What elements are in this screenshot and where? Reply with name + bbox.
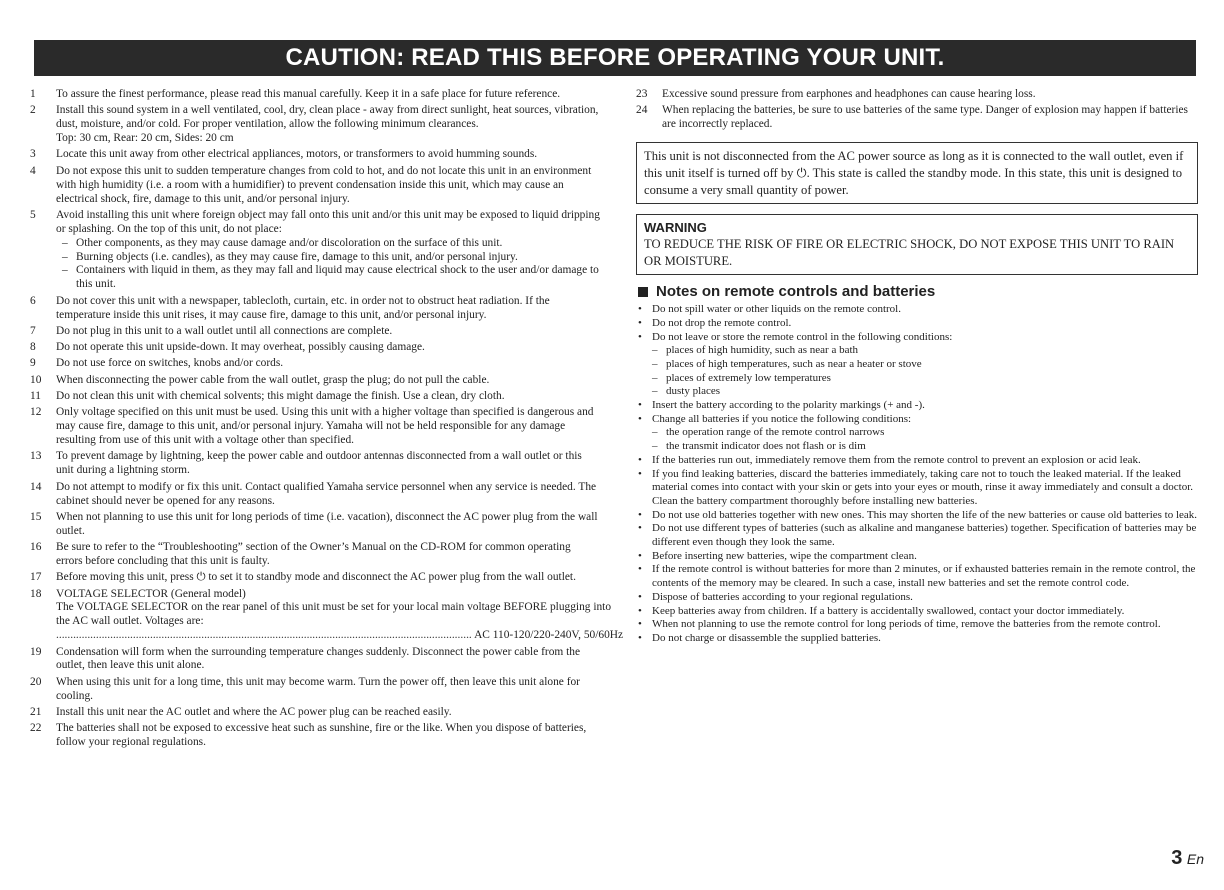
item-body	[56, 722, 600, 750]
bullet-text: When not planning to use the remote control for long periods of time, remove the batteries from the remote control.	[652, 618, 1161, 631]
item-number: 10	[30, 373, 42, 386]
item-body	[56, 646, 600, 674]
item-number: 12	[30, 406, 42, 419]
item-number: 24	[636, 104, 648, 117]
notes-list	[636, 303, 1198, 646]
page-number	[1171, 847, 1204, 870]
bullet-body	[652, 399, 1198, 413]
dash-bullet: –	[652, 371, 658, 384]
bullet-sub-text: the transmit indicator does not flash or is dim	[666, 440, 866, 453]
numbered-item	[30, 676, 600, 704]
item-text: Do not attempt to modify or fix this unit. Contact qualified Yamaha service personnel when any service is needed. The cabinet should never be opened for any reasons.	[56, 480, 597, 507]
item-number: 19	[30, 645, 42, 658]
item-body	[56, 295, 600, 323]
numbered-item	[636, 88, 1198, 102]
bullet-text: Insert the battery according to the polarity markings (+ and -).	[652, 399, 925, 412]
sub-item-text: Burning objects (i.e. candles), as they may cause fire, damage to this unit, and/or personal injury.	[76, 250, 518, 263]
bullet-body	[652, 550, 1198, 564]
item-extra-text: The VOLTAGE SELECTOR on the rear panel of this unit must be set for your local main voltage BEFORE plugging into the AC wall outlet. Voltages are:	[56, 601, 612, 628]
notes-bullet-item	[636, 468, 1198, 509]
warning-box	[636, 214, 1198, 275]
bullet-body	[652, 509, 1198, 523]
item-body	[56, 104, 600, 146]
left-column	[30, 88, 624, 752]
item-number: 2	[30, 104, 36, 117]
item-body	[56, 571, 600, 585]
numbered-item	[30, 541, 600, 569]
item-body	[56, 374, 600, 388]
bullet-sub-item	[652, 426, 1198, 440]
caution-title: CAUTION: READ THIS BEFORE OPERATING YOUR UNIT.	[285, 44, 945, 71]
numbered-item	[636, 104, 1198, 132]
item-number: 3	[30, 148, 36, 161]
numbered-item	[30, 406, 600, 448]
bullet-body	[652, 522, 1198, 549]
bullet-body	[652, 413, 1198, 454]
bullet-dot-icon: •	[638, 604, 642, 617]
item-text: Install this unit near the AC outlet and where the AC power plug can be reached easily.	[56, 705, 452, 718]
bullet-dot-icon: •	[638, 508, 642, 521]
dash-bullet: –	[652, 426, 658, 439]
item-number: 20	[30, 675, 42, 688]
bullet-dot-icon: •	[638, 618, 642, 631]
bullet-sub-text: places of extremely low temperatures	[666, 371, 831, 384]
square-bullet-icon	[638, 287, 648, 297]
item-number: 15	[30, 510, 42, 523]
bullet-body	[652, 317, 1198, 331]
notes-bullet-item	[636, 618, 1198, 632]
bullet-sub-text: places of high temperatures, such as near a heater or stove	[666, 357, 922, 370]
item-number: 7	[30, 324, 36, 337]
item-body	[56, 676, 600, 704]
bullet-text: Do not charge or disassemble the supplied batteries.	[652, 631, 881, 644]
numbered-item	[30, 481, 600, 509]
item-body	[56, 325, 600, 339]
item-body	[56, 88, 600, 102]
item-text: Do not operate this unit upside-down. It may overheat, possibly causing damage.	[56, 341, 425, 354]
item-number: 16	[30, 541, 42, 554]
dash-bullet: –	[652, 357, 658, 370]
item-body	[56, 357, 600, 371]
item-number: 18	[30, 587, 42, 600]
bullet-dot-icon: •	[638, 399, 642, 412]
bullet-body	[652, 632, 1198, 646]
sub-item-text: Other components, as they may cause damage and/or discoloration on the surface of this unit.	[76, 236, 503, 249]
bullet-dot-icon: •	[638, 563, 642, 576]
item-text: Do not expose this unit to sudden temperature changes from cold to hot, and do not locate this unit in an environment with high humidity (i.e. a room with a humidifier) to prevent condensation inside this unit, which may cause an electrical shock, fire, damage to this unit, and/or personal injury.	[56, 164, 592, 205]
item-number: 6	[30, 294, 36, 307]
item-body	[56, 450, 600, 478]
item-text: Before moving this unit, press ⏻ to set it to standby mode and disconnect the AC power plug from the wall outlet.	[56, 571, 576, 584]
bullet-text: Do not drop the remote control.	[652, 316, 792, 329]
item-text: Do not clean this unit with chemical solvents; this might damage the finish. Use a clean, dry cloth.	[56, 390, 505, 403]
numbered-item	[30, 165, 600, 207]
item-text: Only voltage specified on this unit must be used. Using this unit with a higher voltage than specified is dangerous and may cause fire, damage to this unit, and/or personal injury. Yamaha will not be held responsible for any damage resulting from use of this unit with a voltage other than specified.	[56, 406, 594, 447]
numbered-item	[30, 722, 600, 750]
item-number: 1	[30, 88, 36, 100]
item-extra-text: Top: 30 cm, Rear: 20 cm, Sides: 20 cm	[56, 132, 234, 145]
numbered-item	[30, 450, 600, 478]
item-number: 13	[30, 450, 42, 463]
warning-title: WARNING	[644, 220, 707, 236]
bullet-sub-text: places of high humidity, such as near a bath	[666, 344, 859, 357]
bullet-text: Do not leave or store the remote control in the following conditions:	[652, 330, 953, 343]
numbered-item	[30, 295, 600, 323]
bullet-dot-icon: •	[638, 412, 642, 425]
sub-item-text: Containers with liquid in them, as they may fall and liquid may cause electrical shock to the user and/or damage to this unit.	[76, 264, 599, 291]
dash-bullet: –	[652, 385, 658, 398]
bullet-text: Do not use old batteries together with new ones. This may shorten the life of the new batteries or cause old batteries to leak.	[652, 508, 1198, 521]
item-body	[56, 481, 600, 509]
item-number: 17	[30, 571, 42, 584]
item-body	[56, 209, 600, 292]
item-number: 11	[30, 390, 41, 403]
notes-bullet-item	[636, 331, 1198, 400]
item-text: Locate this unit away from other electrical appliances, motors, or transformers to avoid humming sounds.	[56, 148, 538, 161]
numbered-item	[30, 511, 600, 539]
item-body	[56, 148, 600, 162]
bullet-body	[652, 591, 1198, 605]
item-body	[56, 165, 600, 207]
notes-bullet-item	[636, 399, 1198, 413]
item-body	[56, 406, 600, 448]
dash-bullet: –	[62, 264, 68, 277]
bullet-text: Do not use different types of batteries (such as alkaline and manganese batteries) together. Specification of batteries may be different even though they look the same.	[652, 522, 1197, 549]
item-text: When replacing the batteries, be sure to use batteries of the same type. Danger of explosion may happen if batteries are incorrectly replaced.	[662, 104, 1188, 131]
numbered-item	[30, 357, 600, 371]
bullet-sub-item	[652, 440, 1198, 454]
numbered-item	[30, 209, 600, 292]
numbered-item	[30, 88, 600, 102]
dash-bullet: –	[62, 236, 68, 249]
item-text: When disconnecting the power cable from the wall outlet, grasp the plug; do not pull the cable.	[56, 373, 490, 386]
item-text: Install this sound system in a well ventilated, cool, dry, clean place - away from direct sunlight, heat sources, vibration, dust, moisture, and/or cold. For proper ventilation, allow the following minimum clearances.	[56, 104, 599, 131]
bullet-text: Keep batteries away from children. If a battery is accidentally swallowed, contact your doctor immediately.	[652, 604, 1125, 617]
item-number: 22	[30, 722, 42, 735]
bullet-dot-icon: •	[638, 453, 642, 466]
page-number-value: 3	[1171, 847, 1183, 869]
bullet-text: Before inserting new batteries, wipe the compartment clean.	[652, 549, 917, 562]
bullet-sub-item	[652, 372, 1198, 386]
item-text: Do not plug in this unit to a wall outlet until all connections are complete.	[56, 324, 393, 337]
sub-item	[56, 264, 600, 292]
caution-banner	[34, 40, 1196, 76]
item-text: When not planning to use this unit for long periods of time (i.e. vacation), disconnect the AC power plug from the wall outlet.	[56, 510, 598, 537]
bullet-body	[652, 605, 1198, 619]
notes-bullet-item	[636, 550, 1198, 564]
right-column	[636, 88, 1198, 646]
standby-notice-box	[636, 142, 1198, 204]
bullet-text: Change all batteries if you notice the following conditions:	[652, 412, 912, 425]
item-number: 8	[30, 341, 36, 354]
bullet-sub-item	[652, 385, 1198, 399]
bullet-dot-icon: •	[638, 549, 642, 562]
item-text: The batteries shall not be exposed to excessive heat such as sunshine, fire or the like. When you dispose of batteries, follow your regional regulations.	[56, 722, 587, 749]
dash-bullet: –	[652, 344, 658, 357]
voltage-line	[56, 629, 623, 643]
standby-notice-text: This unit is not disconnected from the AC power source as long as it is connected to the wall outlet, even if this unit itself is turned off by ⏻. This state is called the standby mode. In this state, this unit is designed to consume a very small quantity of power.	[644, 149, 1184, 198]
notes-bullet-item	[636, 509, 1198, 523]
bullet-text: If the batteries run out, immediately remove them from the remote control to prevent an explosion or acid leak.	[652, 453, 1141, 466]
bullet-body	[652, 563, 1198, 590]
bullet-body	[652, 618, 1198, 632]
bullet-dot-icon: •	[638, 467, 642, 480]
item-text: Do not cover this unit with a newspaper, tablecloth, curtain, etc. in order not to obstruct heat radiation. If the temperature inside this unit rises, it may cause fire, damage to this unit, and/or personal injury.	[56, 294, 550, 321]
bullet-sub-item	[652, 358, 1198, 372]
item-text: Condensation will form when the surrounding temperature changes suddenly. Disconnect the power cable from the outlet, then leave this unit alone.	[56, 645, 581, 672]
right-item-list	[636, 88, 1198, 132]
warning-text: TO REDUCE THE RISK OF FIRE OR ELECTRIC SHOCK, DO NOT EXPOSE THIS UNIT TO RAIN OR MOISTURE.	[644, 237, 1175, 269]
bullet-text: If the remote control is without batteries for more than 2 minutes, or if exhausted batteries remain in the remote control, the contents of the memory may be cleared. In such a case, install new batteries and set the remote control code.	[652, 563, 1196, 590]
bullet-dot-icon: •	[638, 631, 642, 644]
sub-item	[56, 237, 600, 251]
numbered-item	[30, 148, 600, 162]
bullet-body	[652, 454, 1198, 468]
item-body	[56, 541, 600, 569]
notes-bullet-item	[636, 591, 1198, 605]
item-text: To prevent damage by lightning, keep the power cable and outdoor antennas disconnected from a wall outlet or this unit during a lightning storm.	[56, 450, 582, 477]
notes-bullet-item	[636, 303, 1198, 317]
bullet-sub-item	[652, 344, 1198, 358]
numbered-item	[30, 587, 624, 644]
bullet-dot-icon: •	[638, 303, 642, 316]
item-body	[56, 341, 600, 355]
notes-bullet-item	[636, 605, 1198, 619]
bullet-dot-icon: •	[638, 316, 642, 329]
item-text: Excessive sound pressure from earphones and headphones can cause hearing loss.	[662, 88, 1036, 100]
dash-bullet: –	[652, 440, 658, 453]
item-body	[56, 511, 600, 539]
item-body	[662, 88, 1198, 102]
item-text: Avoid installing this unit where foreign object may fall onto this unit and/or this unit may be exposed to liquid dripping or splashing. On the top of this unit, do not place:	[56, 208, 600, 235]
item-body	[662, 104, 1198, 132]
page-language: En	[1186, 851, 1204, 867]
voltage-value: AC 110-120/220-240V, 50/60Hz	[474, 629, 624, 642]
bullet-sub-text: the operation range of the remote control narrows	[666, 426, 885, 439]
item-number: 23	[636, 88, 648, 100]
notes-bullet-item	[636, 563, 1198, 590]
bullet-dot-icon: •	[638, 330, 642, 343]
bullet-dot-icon: •	[638, 590, 642, 603]
item-text: Be sure to refer to the “Troubleshooting” section of the Owner’s Manual on the CD-ROM for common operating errors before concluding that this unit is faulty.	[56, 541, 571, 567]
numbered-item	[30, 341, 600, 355]
notes-bullet-item	[636, 632, 1198, 646]
item-sublist	[56, 237, 600, 293]
item-body	[56, 706, 600, 720]
item-number: 4	[30, 164, 36, 177]
bullet-body	[652, 331, 1198, 400]
dot-leader	[56, 629, 472, 643]
notes-title: Notes on remote controls and batteries	[656, 283, 936, 301]
item-number: 9	[30, 357, 36, 370]
bullet-text: If you find leaking batteries, discard the batteries immediately, taking care not to touch the leaked material. If the leaked material comes into contact with your skin or gets into your eyes or mouth, rinse it away immediately and consult a doctor. Clean the battery compartment thoroughly before installing new batteries.	[652, 467, 1194, 507]
bullet-body	[652, 303, 1198, 317]
numbered-item	[30, 646, 600, 674]
bullet-dot-icon: •	[638, 522, 642, 535]
item-number: 14	[30, 480, 42, 493]
sub-item	[56, 251, 600, 265]
item-text: VOLTAGE SELECTOR (General model)	[56, 587, 246, 600]
item-text: When using this unit for a long time, this unit may become warm. Turn the power off, then leave this unit alone for cooling.	[56, 675, 580, 702]
numbered-item	[30, 390, 600, 404]
item-body	[56, 390, 600, 404]
numbered-item	[30, 104, 600, 146]
notes-bullet-item	[636, 317, 1198, 331]
item-text: Do not use force on switches, knobs and/or cords.	[56, 357, 284, 370]
notes-heading	[636, 283, 1198, 301]
item-text: To assure the finest performance, please read this manual carefully. Keep it in a safe place for future reference.	[56, 88, 561, 100]
numbered-item	[30, 571, 600, 585]
bullet-text: Dispose of batteries according to your regional regulations.	[652, 590, 913, 603]
dash-bullet: –	[62, 250, 68, 263]
notes-bullet-item	[636, 522, 1198, 549]
bullet-sub-text: dusty places	[666, 385, 721, 398]
numbered-item	[30, 706, 600, 720]
notes-bullet-item	[636, 454, 1198, 468]
bullet-text: Do not spill water or other liquids on the remote control.	[652, 303, 901, 316]
bullet-body	[652, 468, 1198, 509]
item-number: 21	[30, 705, 42, 718]
notes-bullet-item	[636, 413, 1198, 454]
item-body	[56, 588, 623, 644]
numbered-item	[30, 325, 600, 339]
numbered-item	[30, 374, 600, 388]
item-number: 5	[30, 208, 36, 221]
